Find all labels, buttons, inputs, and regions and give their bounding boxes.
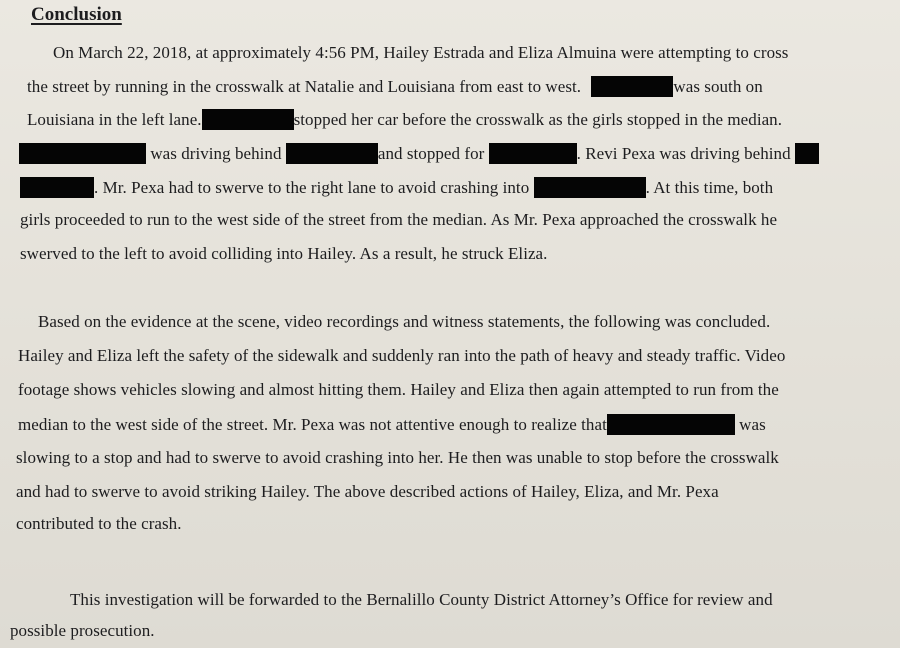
paragraph1-line1 [53, 43, 788, 63]
paragraph2-line5 [16, 448, 779, 468]
paragraph2-line4 [18, 414, 766, 435]
paragraph1-line4 [19, 143, 819, 164]
paragraph2-line2 [18, 346, 785, 366]
text-run: the street by running in the crosswalk at Natalie and Louisiana from east to west. [27, 77, 582, 96]
text-run: was [739, 415, 766, 434]
paragraph3-line2 [10, 621, 155, 641]
redaction-block [489, 143, 577, 164]
redaction-block [795, 143, 819, 164]
text-run: contributed to the crash. [16, 514, 182, 533]
paragraph1-line7 [20, 244, 547, 264]
paragraph1-line3 [27, 109, 782, 130]
text-run: and stopped for [377, 144, 485, 163]
redaction-block [19, 143, 146, 164]
redaction-block [202, 109, 294, 130]
text-run: slowing to a stop and had to swerve to avoid crashing into her. He then was unable to stop before the crosswalk [16, 448, 779, 467]
text-run: footage shows vehicles slowing and almost hitting them. Hailey and Eliza then again attempted to run from the [18, 380, 779, 399]
redaction-block [607, 414, 735, 435]
redaction-block [591, 76, 673, 97]
text-run: stopped her car before the crosswalk as the girls stopped in the median. [293, 110, 783, 129]
text-run: median to the west side of the street. Mr. Pexa was not attentive enough to realize that [18, 415, 607, 434]
redaction-block [534, 177, 646, 198]
text-run: possible prosecution. [10, 621, 155, 640]
text-run: was south on [673, 77, 763, 96]
paragraph2-line3 [18, 380, 779, 400]
text-run: girls proceeded to run to the west side of the street from the median. As Mr. Pexa approached the crosswalk he [20, 210, 778, 229]
text-run: was driving behind [150, 144, 282, 163]
text-run: On March 22, 2018, at approximately 4:56 PM, Hailey Estrada and Eliza Almuina were attempting to cross [53, 43, 789, 62]
paragraph1-line5 [20, 177, 773, 198]
paragraph2-line1 [38, 312, 770, 332]
redaction-block [286, 143, 378, 164]
paragraph1-line2 [27, 76, 763, 97]
paragraph1-line6 [20, 210, 777, 230]
text-run: Based on the evidence at the scene, video recordings and witness statements, the following was concluded. [38, 312, 771, 331]
paragraph3-line1 [70, 590, 773, 610]
redaction-block [20, 177, 94, 198]
section-heading: Conclusion [31, 4, 122, 25]
text-run: This investigation will be forwarded to the Bernalillo County District Attorney’s Office for review and [70, 590, 773, 609]
paragraph2-line7 [16, 514, 182, 534]
text-run: . Mr. Pexa had to swerve to the right lane to avoid crashing into [94, 178, 530, 197]
text-run: . At this time, both [645, 178, 774, 197]
text-run: swerved to the left to avoid colliding into Hailey. As a result, he struck Eliza. [20, 244, 548, 263]
text-run: Louisiana in the left lane. [27, 110, 202, 129]
paragraph2-line6 [16, 482, 719, 502]
text-run: Hailey and Eliza left the safety of the sidewalk and suddenly ran into the path of heavy and steady traffic. Video [18, 346, 786, 365]
text-run: and had to swerve to avoid striking Hailey. The above described actions of Hailey, Eliza, and Mr. Pexa [16, 482, 719, 501]
text-run: . Revi Pexa was driving behind [576, 144, 791, 163]
